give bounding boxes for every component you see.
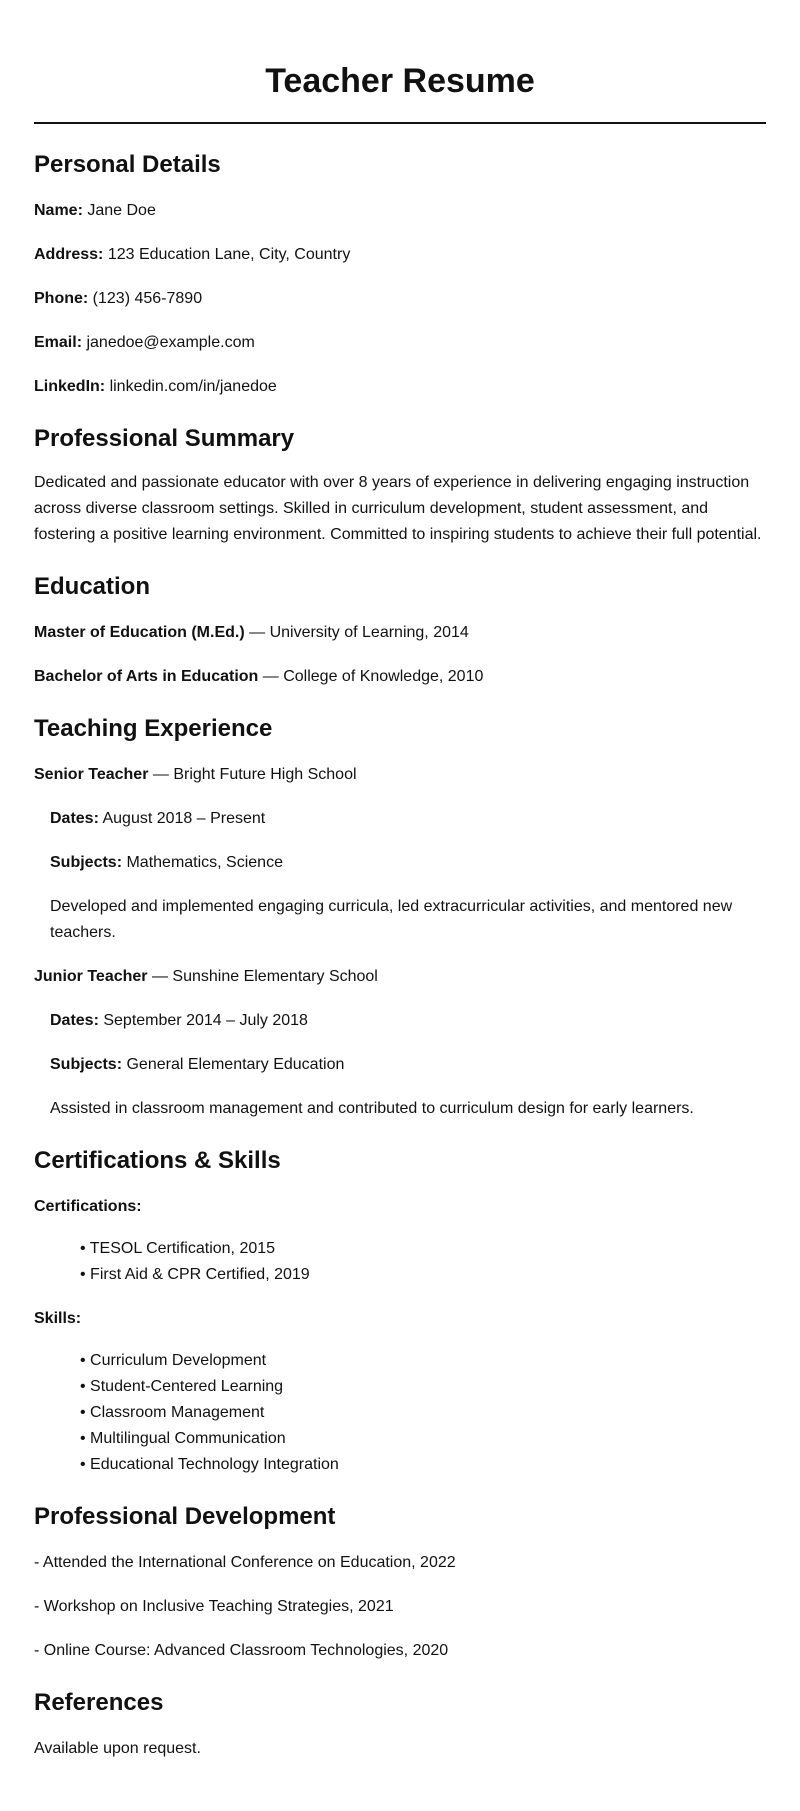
name-field (34, 198, 766, 224)
job-school: — Bright Future High School (148, 766, 357, 783)
dates-label: Dates: (50, 1012, 99, 1029)
dates-value: August 2018 – Present (102, 810, 266, 827)
summary-heading: Professional Summary (34, 425, 295, 452)
experience-heading: Teaching Experience (34, 715, 273, 742)
job-dates (34, 806, 766, 832)
experience-section (34, 714, 766, 1122)
skills-label-text: Skills: (34, 1310, 82, 1327)
skills-label (34, 1306, 766, 1332)
phone-value: (123) 456-7890 (92, 290, 203, 307)
references-text: Available upon request. (34, 1740, 201, 1757)
development-item: - Attended the International Conference on Education, 2022 (34, 1554, 456, 1571)
phone-label: Phone: (34, 290, 89, 307)
title-divider (34, 122, 766, 124)
personal-details-heading: Personal Details (34, 151, 221, 178)
development-item: - Workshop on Inclusive Teaching Strategies, 2021 (34, 1598, 394, 1615)
dates-value: September 2014 – July 2018 (103, 1012, 308, 1029)
job-subjects (34, 850, 766, 876)
job-description: Assisted in classroom management and contributed to curriculum design for early learners. (50, 1100, 694, 1117)
development-heading: Professional Development (34, 1503, 336, 1530)
certifications-label-text: Certifications: (34, 1198, 142, 1215)
list-item: • Classroom Management (80, 1400, 766, 1426)
job-role: Senior Teacher (34, 766, 149, 783)
degree-name: Bachelor of Arts in Education (34, 668, 259, 685)
degree-name: Master of Education (M.Ed.) (34, 624, 245, 641)
summary-text: Dedicated and passionate educator with over 8 years of experience in delivering engaging instruction across diverse classroom settings. Skilled in curriculum development, student assessment, and fostering a positive learning environment. Committed to inspiring students to achieve their full potential. (34, 474, 762, 543)
phone-field (34, 286, 766, 312)
degree-detail: — University of Learning, 2014 (244, 624, 469, 641)
list-item: • First Aid & CPR Certified, 2019 (80, 1262, 766, 1288)
education-heading: Education (34, 573, 151, 600)
linkedin-field (34, 374, 766, 400)
degree-detail: — College of Knowledge, 2010 (258, 668, 484, 685)
education-section (34, 572, 766, 690)
email-label: Email: (34, 334, 83, 351)
certs-skills-heading: Certifications & Skills (34, 1147, 281, 1174)
job-description: Developed and implemented engaging curricula, led extracurricular activities, and mentored new teachers. (50, 898, 733, 941)
name-label: Name: (34, 202, 83, 219)
references-heading: References (34, 1689, 164, 1716)
subjects-label: Subjects: (50, 1056, 123, 1073)
certs-skills-section (34, 1146, 766, 1478)
job-title (34, 964, 766, 990)
address-field (34, 242, 766, 268)
education-item (34, 664, 766, 690)
address-label: Address: (34, 246, 104, 263)
summary-section (34, 424, 766, 548)
job-school: — Sunshine Elementary School (147, 968, 378, 985)
personal-details-section (34, 150, 766, 400)
development-item: - Online Course: Advanced Classroom Technologies, 2020 (34, 1642, 449, 1659)
subjects-value: General Elementary Education (126, 1056, 345, 1073)
list-item: • TESOL Certification, 2015 (80, 1236, 766, 1262)
email-value: janedoe@example.com (86, 334, 255, 351)
list-item: • Student-Centered Learning (80, 1374, 766, 1400)
job-role: Junior Teacher (34, 968, 148, 985)
job-title (34, 762, 766, 788)
development-section (34, 1502, 766, 1664)
linkedin-label: LinkedIn: (34, 378, 106, 395)
email-field (34, 330, 766, 356)
subjects-value: Mathematics, Science (126, 854, 283, 871)
subjects-label: Subjects: (50, 854, 123, 871)
list-item: • Curriculum Development (80, 1348, 766, 1374)
dates-label: Dates: (50, 810, 99, 827)
linkedin-value: linkedin.com/in/janedoe (109, 378, 277, 395)
references-section (34, 1688, 766, 1762)
education-item (34, 620, 766, 646)
list-item: • Multilingual Communication (80, 1426, 766, 1452)
job-dates (34, 1008, 766, 1034)
address-value: 123 Education Lane, City, Country (107, 246, 351, 263)
page-title: Teacher Resume (265, 62, 535, 100)
skills-list (34, 1348, 766, 1478)
certifications-label (34, 1194, 766, 1220)
certifications-list (34, 1236, 766, 1288)
name-value: Jane Doe (87, 202, 156, 219)
job-subjects (34, 1052, 766, 1078)
list-item: • Educational Technology Integration (80, 1452, 766, 1478)
